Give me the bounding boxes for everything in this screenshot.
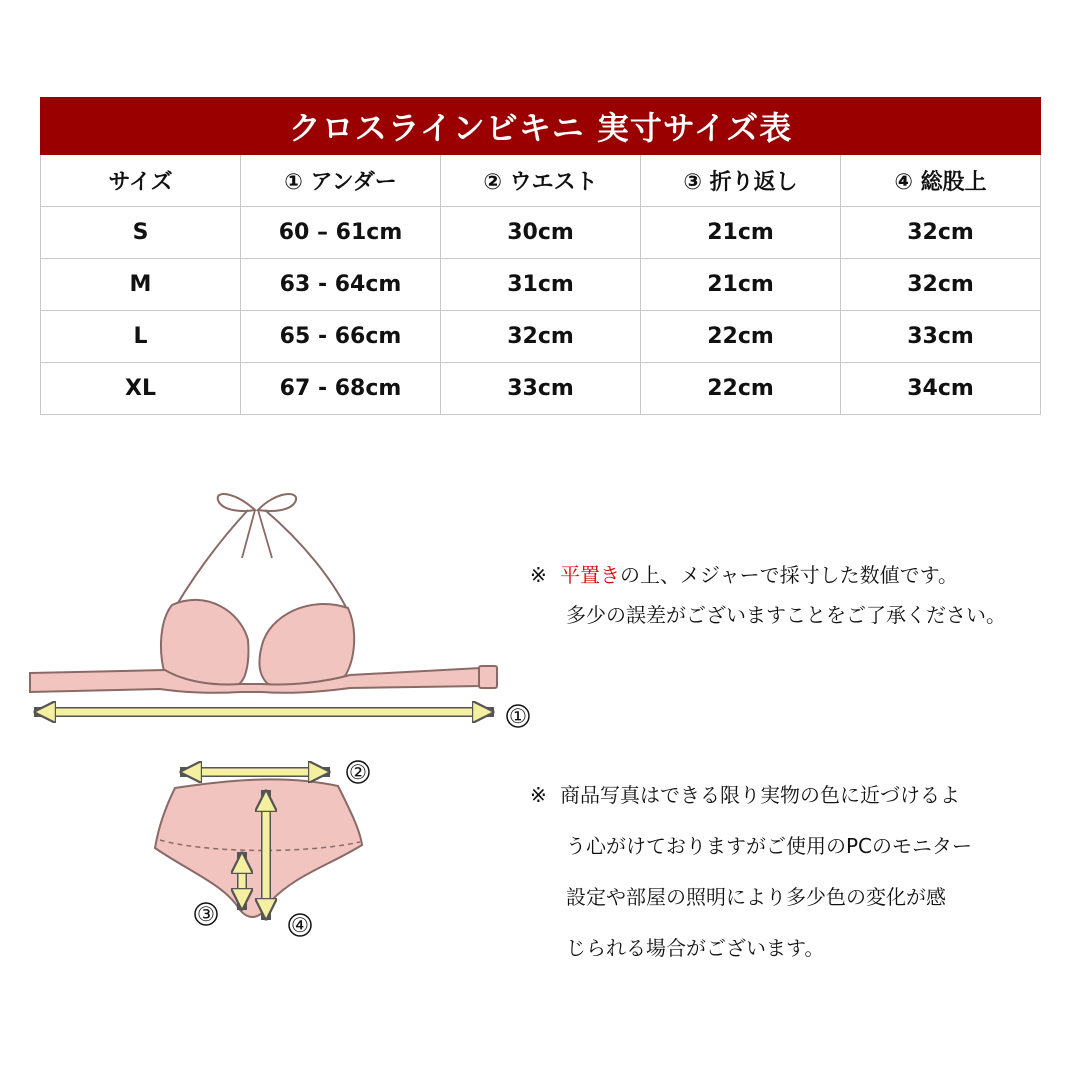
color-note-line-1 <box>530 770 972 821</box>
column-header-fold: ③ 折り返し <box>641 155 841 207</box>
bikini-top-illustration <box>30 494 497 693</box>
table-row <box>41 259 1041 311</box>
note-text: 商品写真はできる限り実物の色に近づけるよ <box>560 783 960 807</box>
size-chart-table <box>40 97 1041 415</box>
table-cell: 32cm <box>841 207 1041 259</box>
label-under: ① <box>509 704 527 728</box>
color-note-line-2: う心がけておりますがご使用のPCのモニター <box>566 834 973 858</box>
column-header-under: ① アンダー <box>241 155 441 207</box>
table-cell: 34cm <box>841 363 1041 415</box>
table-cell: 67 - 68cm <box>241 363 441 415</box>
table-cell: 33cm <box>841 311 1041 363</box>
table-cell: S <box>41 207 241 259</box>
label-fold: ③ <box>197 902 215 926</box>
bikini-bottom-illustration <box>155 779 362 917</box>
table-cell: 32cm <box>841 259 1041 311</box>
table-cell: 33cm <box>441 363 641 415</box>
color-note-line-4: じられる場合がございます。 <box>566 936 825 960</box>
table-cell: 60 – 61cm <box>241 207 441 259</box>
table-cell: L <box>41 311 241 363</box>
measurement-note-line-1 <box>530 555 1006 595</box>
note-highlight: 平置き <box>560 563 620 587</box>
table-title: クロスラインビキニ 実寸サイズ表 <box>41 98 1041 155</box>
table-row <box>41 311 1041 363</box>
table-cell: 65 - 66cm <box>241 311 441 363</box>
table-row <box>41 363 1041 415</box>
table-cell: 22cm <box>641 363 841 415</box>
column-header-rise: ④ 総股上 <box>841 155 1041 207</box>
measurement-note-line-2: 多少の誤差がございますことをご了承ください。 <box>566 603 1006 627</box>
table-cell: 22cm <box>641 311 841 363</box>
table-row <box>41 207 1041 259</box>
table-cell: 32cm <box>441 311 641 363</box>
column-header-size: サイズ <box>41 155 241 207</box>
table-header-row <box>41 155 1041 207</box>
table-cell: 63 - 64cm <box>241 259 441 311</box>
table-cell: 30cm <box>441 207 641 259</box>
table-cell: 21cm <box>641 207 841 259</box>
table-cell: 21cm <box>641 259 841 311</box>
note-mark: ※ <box>530 563 547 587</box>
color-note-line-3: 設定や部屋の照明により多少色の変化が感 <box>566 885 946 909</box>
note-text: の上、メジャーで採寸した数値です。 <box>620 563 958 587</box>
table-cell: 31cm <box>441 259 641 311</box>
note-mark: ※ <box>530 783 547 807</box>
label-waist: ② <box>349 760 367 784</box>
table-cell: M <box>41 259 241 311</box>
measurement-note <box>530 555 1006 635</box>
measurement-diagram <box>0 470 560 950</box>
table-cell: XL <box>41 363 241 415</box>
column-header-waist: ② ウエスト <box>441 155 641 207</box>
label-rise: ④ <box>291 913 309 937</box>
color-note <box>530 770 972 974</box>
